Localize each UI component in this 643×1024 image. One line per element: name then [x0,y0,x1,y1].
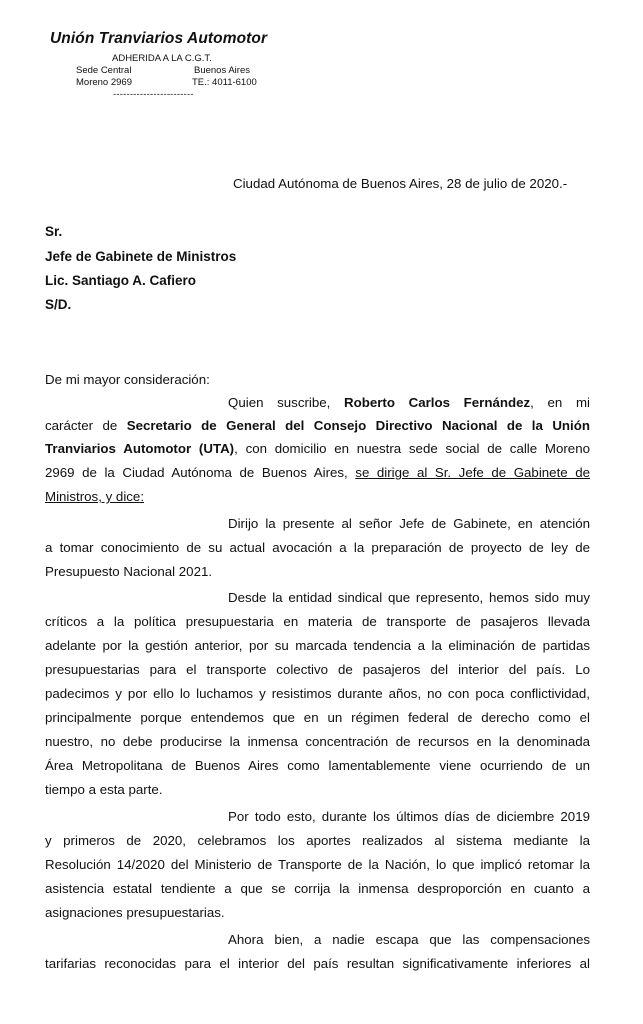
paragraph-line: asignaciones presupuestarias. [45,905,225,920]
paragraph-line: Por todo esto, durante los últimos días de diciembre 2019 [228,809,590,824]
underlined-text: Ministros, y dice: [45,489,145,504]
paragraph-line: presupuestarias para el transporte colectivo de pasajeros del interior del país. Lo [45,662,590,677]
paragraph-line: tiempo a esta parte. [45,782,163,797]
paragraph-line: Ahora bien, a nadie escapa que las compensaciones [228,932,590,947]
greeting: De mi mayor consideración: [45,372,210,387]
paragraph-line: Desde la entidad sindical que represento, hemos sido muy [228,590,590,605]
paragraph-line [45,415,590,437]
recipient-title: Sr. [45,224,63,239]
paragraph-line: críticos a la política presupuestaria en materia de transporte de pasajeros llevada [45,614,590,629]
office-label: Sede Central [76,65,132,76]
paragraph-line [45,462,590,484]
paragraph-line: y primeros de 2020, celebramos los aportes realizados al sistema mediante la [45,833,590,848]
paragraph-line [45,486,590,508]
affiliation: ADHERIDA A LA C.G.T. [112,53,212,64]
date-line: Ciudad Autónoma de Buenos Aires, 28 de julio de 2020.- [233,176,568,191]
paragraph-line: adelante por la gestión anterior, por su marcada tendencia a la eliminación de partidas [45,638,590,653]
recipient-sd: S/D. [45,297,72,312]
paragraph-line: Resolución 14/2020 del Ministerio de Transporte de la Nación, lo que implicó retomar la [45,857,590,872]
paragraph-line [45,438,590,460]
recipient-position: Jefe de Gabinete de Ministros [45,249,237,264]
letterhead-rule: ------------------------ [113,89,194,100]
text-run: , en mi [530,395,590,410]
signer-name: Roberto Carlos Fernández [344,395,531,410]
underlined-text: se dirige al Sr. Jefe de Gabinete de [355,465,591,480]
text-run: 2969 de la Ciudad Autónoma de Buenos Aires, [45,465,356,480]
paragraph-line: Presupuesto Nacional 2021. [45,564,213,579]
phone-number: TE.: 4011-6100 [192,77,257,88]
paragraph-line: a tomar conocimiento de su actual avocación a la preparación de proyecto de ley de [45,540,590,555]
paragraph-line: Dirijo la presente al señor Jefe de Gabinete, en atención [228,516,590,531]
office-address: Moreno 2969 [76,77,132,88]
text-run: Quien suscribe, [228,395,344,410]
recipient-name: Lic. Santiago A. Cafiero [45,273,197,288]
paragraph-line: tarifarias reconocidas para el interior del país resultan significativamente inferiores al [45,956,590,971]
signer-role: Secretario de General del Consejo Directivo Nacional de la Unión [126,418,590,433]
paragraph-line: Área Metropolitana de Buenos Aires como lamentablemente viene ocurriendo de un [45,758,590,773]
paragraph-line: principalmente porque entendemos que en un régimen federal de derecho como el [45,710,590,725]
city-label: Buenos Aires [194,65,250,76]
union-name: Tranviarios Automotor (UTA) [45,441,235,456]
paragraph-line: asistencia estatal tendiente a que se corrija la inmensa desproporción en cuanto a [45,881,590,896]
org-name: Unión Tranviarios Automotor [50,30,268,47]
paragraph-line: padecimos y por ello lo luchamos y resistimos durante años, no con poca conflictividad, [45,686,590,701]
paragraph-line: nuestro, no debe producirse la inmensa concentración de recursos en la denominada [45,734,590,749]
text-run: carácter de [45,418,127,433]
text-run: , con domicilio en nuestra sede social de calle Moreno [234,441,590,456]
paragraph-line [228,392,590,414]
